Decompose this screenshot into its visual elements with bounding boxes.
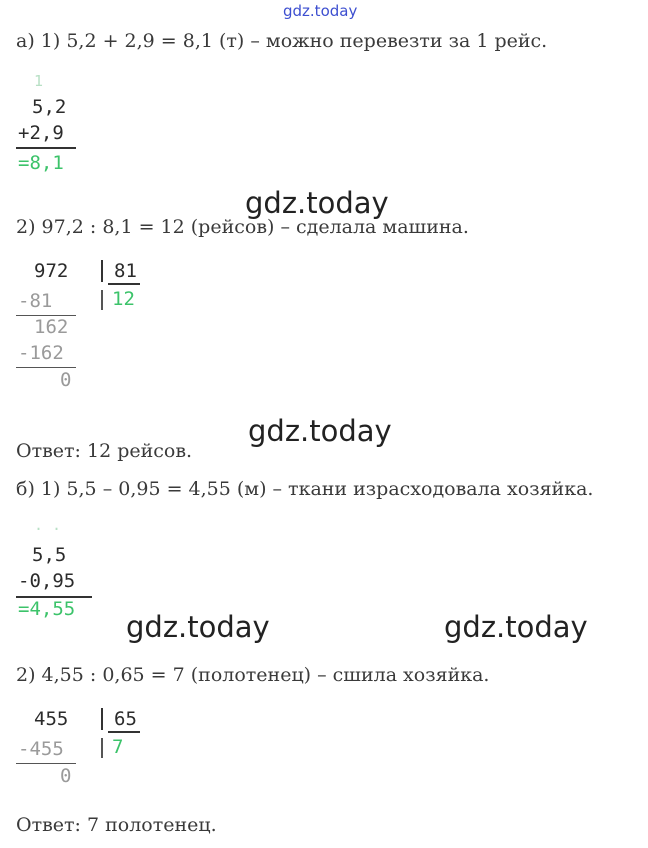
remainder-1: 0 — [60, 765, 72, 787]
subtrahend-1: -455 — [18, 738, 64, 760]
subtraction-result: =4,55 — [18, 598, 76, 620]
watermark: gdz.today — [444, 610, 588, 644]
divisor-rule — [108, 283, 140, 285]
remainder-1: 162 — [34, 316, 69, 338]
divisor: 81 — [114, 260, 137, 282]
minuend: 5,5 — [32, 544, 67, 566]
subtrahend: -0,95 — [18, 570, 76, 592]
part-a-line-2: 2) 97,2 : 8,1 = 12 (рейсов) – сделала машина. — [16, 216, 469, 238]
division-bar — [101, 260, 103, 282]
remainder-2: 0 — [60, 369, 72, 391]
division-rule-1 — [16, 763, 76, 764]
quotient-bar — [101, 738, 103, 758]
answer-a: Ответ: 12 рейсов. — [16, 440, 193, 462]
part-b-line-2: 2) 4,55 : 0,65 = 7 (полотенец) – сшила хозяйка. — [16, 664, 490, 686]
divisor: 65 — [114, 708, 137, 730]
quotient: 12 — [112, 288, 135, 310]
division-bar — [101, 708, 103, 730]
addition-rule — [16, 147, 76, 149]
dividend: 972 — [34, 260, 69, 282]
watermark: gdz.today — [245, 186, 389, 220]
part-a-line-1: а) 1) 5,2 + 2,9 = 8,1 (т) – можно перевезти за 1 рейс. — [16, 30, 548, 52]
carry-mark: 1 — [34, 72, 44, 90]
addend-2: +2,9 — [18, 122, 64, 144]
borrow-marks: . . — [34, 516, 62, 534]
addition-result: =8,1 — [18, 152, 64, 174]
quotient: 7 — [112, 736, 124, 758]
dividend: 455 — [34, 708, 69, 730]
answer-b: Ответ: 7 полотенец. — [16, 814, 217, 836]
quotient-bar — [101, 290, 103, 310]
watermark: gdz.today — [126, 610, 270, 644]
watermark: gdz.today — [248, 414, 392, 448]
subtrahend-1: -81 — [18, 290, 53, 312]
division-rule-2 — [16, 367, 76, 368]
addend-1: 5,2 — [32, 96, 67, 118]
divisor-rule — [108, 731, 140, 733]
subtrahend-2: -162 — [18, 342, 64, 364]
watermark-top: gdz.today — [283, 2, 358, 20]
part-b-line-1: б) 1) 5,5 – 0,95 = 4,55 (м) – ткани израсходовала хозяйка. — [16, 478, 594, 500]
